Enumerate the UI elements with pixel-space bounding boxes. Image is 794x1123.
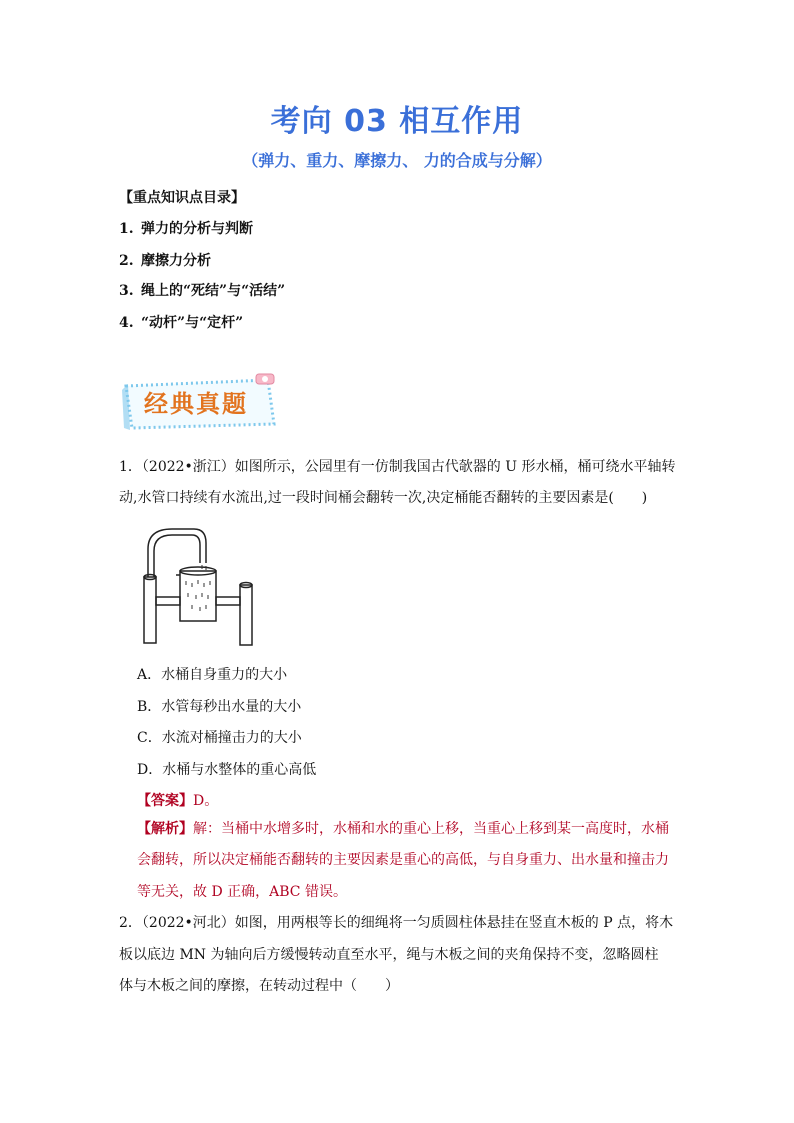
- answer-text: D。: [193, 793, 219, 809]
- toc-item: [119, 312, 243, 332]
- toc-item-number: 2.: [119, 253, 134, 269]
- explanation-label: 【解析】: [137, 821, 193, 837]
- answer-label: 【答案】: [137, 793, 193, 809]
- option-d: D．水桶与水整体的重心高低: [137, 762, 317, 778]
- toc-item: [119, 250, 211, 270]
- answer: [137, 790, 218, 810]
- page-title: 考向 03 相互作用: [270, 104, 524, 139]
- explanation-line-3: 等无关，故 D 正确，ABC 错误。: [137, 884, 347, 900]
- toc-item-number: 3.: [119, 283, 134, 299]
- toc-item-number: 1.: [119, 221, 134, 237]
- bucket-apparatus-figure: [136, 523, 260, 647]
- option-c: C．水流对桶撞击力的大小: [137, 730, 302, 746]
- question-2-line-3: 体与木板之间的摩擦，在转动过程中（ ）: [119, 978, 399, 994]
- page-subtitle: （弹力、重力、摩擦力、 力的合成与分解）: [242, 151, 552, 170]
- toc-item-number: 4.: [119, 315, 134, 331]
- question-2-line-2: 板以底边 MN 为轴向后方缓慢转动直至水平，绳与木板之间的夹角保持不变，忽略圆柱: [119, 947, 659, 963]
- toc-item: [119, 280, 285, 300]
- toc-item: [119, 218, 253, 238]
- toc-item-text: 摩擦力分析: [141, 253, 211, 269]
- option-a: A．水桶自身重力的大小: [137, 667, 288, 683]
- toc-heading: 【重点知识点目录】: [119, 190, 245, 206]
- explanation-line-2: 会翻转，所以决定桶能否翻转的主要因素是重心的高低，与自身重力、出水量和撞击力: [137, 852, 669, 868]
- question-1-line-2: 动,水管口持续有水流出,过一段时间桶会翻转一次,决定桶能否翻转的主要因素是( ): [119, 490, 648, 506]
- toc-item-text: 弹力的分析与判断: [141, 221, 253, 237]
- toc-item-text: “动杆”与“定杆”: [141, 315, 244, 331]
- section-banner: [118, 372, 290, 432]
- explanation-text: 解：当桶中水增多时，水桶和水的重心上移，当重心上移到某一高度时，水桶: [193, 821, 669, 837]
- question-1-line-1: 1．（2022•浙江）如图所示，公园里有一仿制我国古代欹器的 U 形水桶，桶可绕水平轴转: [119, 459, 676, 475]
- option-b: B．水管每秒出水量的大小: [137, 699, 302, 715]
- explanation-line-1: [137, 814, 679, 845]
- banner-text: 经典真题: [144, 389, 248, 418]
- question-2-line-1: 2．（2022•河北）如图，用两根等长的细绳将一匀质圆柱体悬挂在竖直木板的 P 点，将木: [119, 915, 674, 931]
- toc-item-text: 绳上的“死结”与“活结”: [141, 283, 286, 299]
